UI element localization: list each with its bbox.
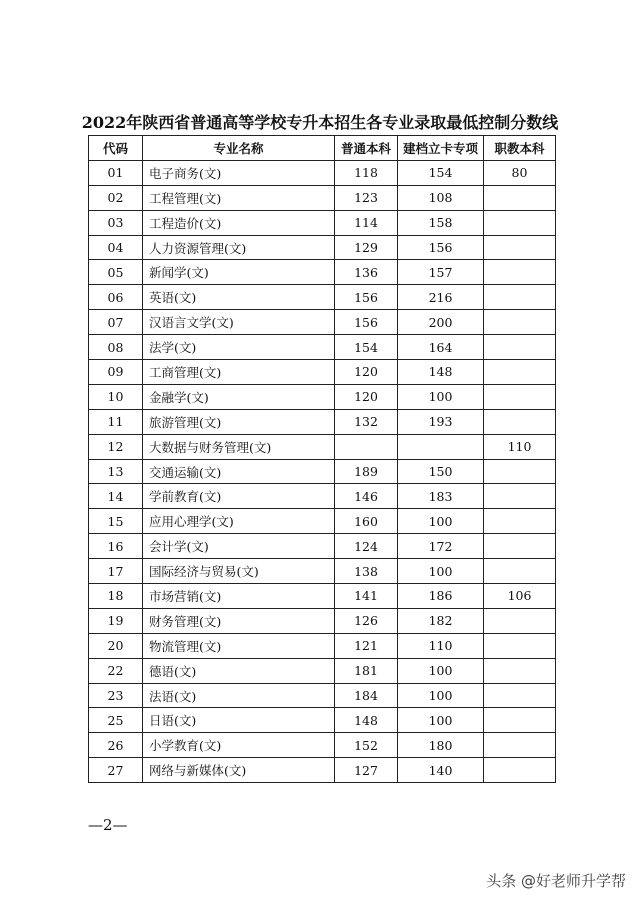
table-row: [89, 285, 556, 310]
cell-regular-undergrad: 152: [335, 733, 398, 758]
cell-regular-undergrad: 127: [335, 758, 398, 783]
cell-vocational-undergrad: 106: [484, 584, 556, 609]
cell-major-name: 小学教育(文): [143, 733, 335, 758]
cell-regular-undergrad: 146: [335, 484, 398, 509]
cell-code: 26: [89, 733, 143, 758]
cell-regular-undergrad: 121: [335, 633, 398, 658]
table-row: [89, 633, 556, 658]
cell-poverty-special: 180: [398, 733, 484, 758]
table-header-row: [89, 136, 556, 161]
table-row: [89, 608, 556, 633]
cell-vocational-undergrad: [484, 335, 556, 360]
cell-code: 04: [89, 235, 143, 260]
cell-vocational-undergrad: [484, 509, 556, 534]
cell-major-name: 新闻学(文): [143, 260, 335, 285]
cell-code: 09: [89, 360, 143, 385]
table-row: [89, 235, 556, 260]
cell-regular-undergrad: 141: [335, 584, 398, 609]
table-row: [89, 360, 556, 385]
table-row: [89, 584, 556, 609]
cell-major-name: 网络与新媒体(文): [143, 758, 335, 783]
cell-poverty-special: 108: [398, 185, 484, 210]
cell-vocational-undergrad: [484, 310, 556, 335]
cell-vocational-undergrad: [484, 409, 556, 434]
table-row: [89, 708, 556, 733]
cell-poverty-special: 154: [398, 160, 484, 185]
cell-regular-undergrad: 184: [335, 683, 398, 708]
table-row: [89, 310, 556, 335]
cell-regular-undergrad: 189: [335, 459, 398, 484]
cell-code: 14: [89, 484, 143, 509]
cell-major-name: 工程管理(文): [143, 185, 335, 210]
table-body: [89, 160, 556, 782]
cell-poverty-special: 193: [398, 409, 484, 434]
cell-code: 02: [89, 185, 143, 210]
cell-regular-undergrad: 136: [335, 260, 398, 285]
cell-poverty-special: 182: [398, 608, 484, 633]
cell-major-name: 工商管理(文): [143, 360, 335, 385]
page-number: —2—: [88, 816, 128, 834]
cell-poverty-special: 100: [398, 708, 484, 733]
table-row: [89, 733, 556, 758]
cell-major-name: 国际经济与贸易(文): [143, 559, 335, 584]
cell-code: 22: [89, 658, 143, 683]
table-row: [89, 534, 556, 559]
cell-major-name: 财务管理(文): [143, 608, 335, 633]
cell-regular-undergrad: 138: [335, 559, 398, 584]
cell-major-name: 金融学(文): [143, 384, 335, 409]
cell-poverty-special: 100: [398, 509, 484, 534]
cell-vocational-undergrad: [484, 360, 556, 385]
cell-poverty-special: [398, 434, 484, 459]
table-row: [89, 260, 556, 285]
cell-vocational-undergrad: [484, 758, 556, 783]
cell-regular-undergrad: 123: [335, 185, 398, 210]
cell-major-name: 学前教育(文): [143, 484, 335, 509]
cell-major-name: 大数据与财务管理(文): [143, 434, 335, 459]
cell-vocational-undergrad: [484, 210, 556, 235]
cell-major-name: 市场营销(文): [143, 584, 335, 609]
cell-poverty-special: 148: [398, 360, 484, 385]
cell-vocational-undergrad: [484, 683, 556, 708]
table-row: [89, 185, 556, 210]
cell-code: 15: [89, 509, 143, 534]
cell-poverty-special: 100: [398, 559, 484, 584]
cell-major-name: 旅游管理(文): [143, 409, 335, 434]
cell-regular-undergrad: 118: [335, 160, 398, 185]
cell-poverty-special: 164: [398, 335, 484, 360]
table-row: [89, 409, 556, 434]
cell-vocational-undergrad: [484, 185, 556, 210]
cell-major-name: 德语(文): [143, 658, 335, 683]
cell-code: 25: [89, 708, 143, 733]
table-row: [89, 658, 556, 683]
cell-vocational-undergrad: [484, 658, 556, 683]
cell-vocational-undergrad: [484, 608, 556, 633]
table-row: [89, 459, 556, 484]
header-major-name: 专业名称: [143, 136, 335, 161]
cell-poverty-special: 186: [398, 584, 484, 609]
cell-regular-undergrad: 120: [335, 384, 398, 409]
cell-regular-undergrad: 154: [335, 335, 398, 360]
table-row: [89, 559, 556, 584]
cell-code: 10: [89, 384, 143, 409]
cell-code: 11: [89, 409, 143, 434]
table-row: [89, 210, 556, 235]
cell-regular-undergrad: [335, 434, 398, 459]
cell-vocational-undergrad: [484, 559, 556, 584]
cell-poverty-special: 200: [398, 310, 484, 335]
header-regular-undergrad: 普通本科: [335, 136, 398, 161]
cell-code: 17: [89, 559, 143, 584]
cell-vocational-undergrad: [484, 235, 556, 260]
cell-code: 20: [89, 633, 143, 658]
cell-major-name: 英语(文): [143, 285, 335, 310]
cell-code: 12: [89, 434, 143, 459]
cell-poverty-special: 110: [398, 633, 484, 658]
score-table: [88, 135, 556, 783]
cell-poverty-special: 100: [398, 384, 484, 409]
cell-poverty-special: 216: [398, 285, 484, 310]
cell-vocational-undergrad: 80: [484, 160, 556, 185]
cell-major-name: 工程造价(文): [143, 210, 335, 235]
cell-code: 07: [89, 310, 143, 335]
cell-vocational-undergrad: [484, 733, 556, 758]
cell-vocational-undergrad: [484, 484, 556, 509]
table-row: [89, 434, 556, 459]
cell-regular-undergrad: 156: [335, 310, 398, 335]
cell-vocational-undergrad: [484, 285, 556, 310]
table-row: [89, 509, 556, 534]
cell-code: 06: [89, 285, 143, 310]
cell-code: 18: [89, 584, 143, 609]
cell-major-name: 人力资源管理(文): [143, 235, 335, 260]
table-row: [89, 160, 556, 185]
cell-code: 05: [89, 260, 143, 285]
cell-major-name: 应用心理学(文): [143, 509, 335, 534]
cell-vocational-undergrad: [484, 260, 556, 285]
cell-major-name: 法语(文): [143, 683, 335, 708]
cell-major-name: 汉语言文学(文): [143, 310, 335, 335]
cell-vocational-undergrad: [484, 459, 556, 484]
header-poverty-special: 建档立卡专项: [398, 136, 484, 161]
cell-code: 23: [89, 683, 143, 708]
table-row: [89, 484, 556, 509]
cell-major-name: 物流管理(文): [143, 633, 335, 658]
header-vocational-undergrad: 职教本科: [484, 136, 556, 161]
cell-regular-undergrad: 126: [335, 608, 398, 633]
cell-poverty-special: 100: [398, 683, 484, 708]
cell-regular-undergrad: 181: [335, 658, 398, 683]
cell-poverty-special: 140: [398, 758, 484, 783]
cell-major-name: 日语(文): [143, 708, 335, 733]
cell-code: 03: [89, 210, 143, 235]
cell-vocational-undergrad: [484, 708, 556, 733]
watermark: 头条 @好老师升学帮: [486, 872, 626, 890]
cell-major-name: 交通运输(文): [143, 459, 335, 484]
cell-code: 08: [89, 335, 143, 360]
table-row: [89, 384, 556, 409]
cell-code: 01: [89, 160, 143, 185]
cell-poverty-special: 158: [398, 210, 484, 235]
cell-vocational-undergrad: [484, 633, 556, 658]
cell-regular-undergrad: 156: [335, 285, 398, 310]
cell-major-name: 会计学(文): [143, 534, 335, 559]
cell-regular-undergrad: 160: [335, 509, 398, 534]
cell-poverty-special: 100: [398, 658, 484, 683]
table-row: [89, 335, 556, 360]
cell-poverty-special: 183: [398, 484, 484, 509]
cell-code: 19: [89, 608, 143, 633]
cell-vocational-undergrad: [484, 384, 556, 409]
cell-regular-undergrad: 124: [335, 534, 398, 559]
table-row: [89, 683, 556, 708]
cell-poverty-special: 172: [398, 534, 484, 559]
cell-vocational-undergrad: [484, 534, 556, 559]
document-title: 2022年陕西省普通高等学校专升本招生各专业录取最低控制分数线: [81, 113, 559, 132]
cell-major-name: 法学(文): [143, 335, 335, 360]
cell-code: 16: [89, 534, 143, 559]
cell-poverty-special: 150: [398, 459, 484, 484]
header-code: 代码: [89, 136, 143, 161]
cell-major-name: 电子商务(文): [143, 160, 335, 185]
cell-poverty-special: 157: [398, 260, 484, 285]
cell-regular-undergrad: 148: [335, 708, 398, 733]
cell-vocational-undergrad: 110: [484, 434, 556, 459]
cell-poverty-special: 156: [398, 235, 484, 260]
cell-regular-undergrad: 114: [335, 210, 398, 235]
cell-regular-undergrad: 132: [335, 409, 398, 434]
cell-regular-undergrad: 129: [335, 235, 398, 260]
cell-regular-undergrad: 120: [335, 360, 398, 385]
cell-code: 13: [89, 459, 143, 484]
table-row: [89, 758, 556, 783]
cell-code: 27: [89, 758, 143, 783]
